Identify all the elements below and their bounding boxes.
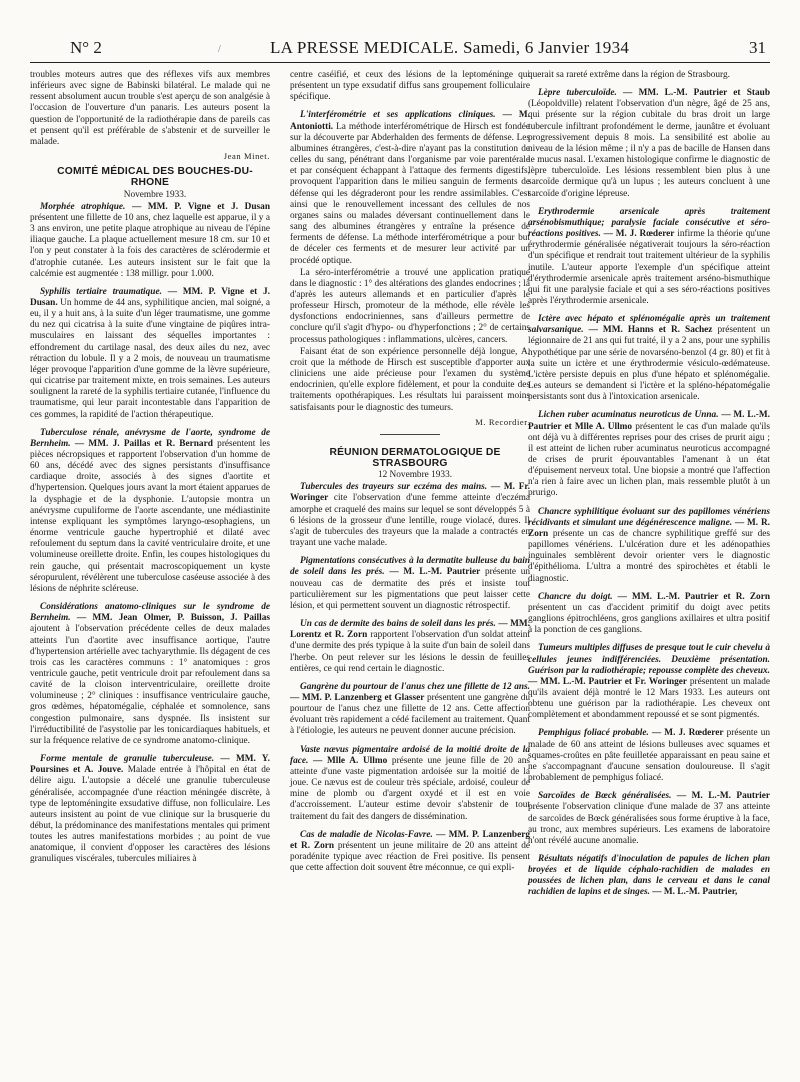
article-text: présentent une gangrène du pourtour de l'anus chez une fillette de 12 ans. Cette affection évoluant très rapidement a cédé facilement au traitement. Quant à l'étiologie, les auteurs ne peuvent donner aucune précision. xyxy=(290,692,530,737)
section-date: 12 Novembre 1933. xyxy=(377,470,453,481)
article xyxy=(528,728,770,784)
article-title: Forme mentale de granulie tuberculeuse. xyxy=(40,754,215,765)
article-authors: — MM. Jean Olmer, P. Buisson, J. Paillas xyxy=(70,613,270,624)
article-text: présentent une fillette de 10 ans, chez laquelle est apparue, il y a 3 ans environ, une petite plaque atrophique au niveau de l'épine iliaque gauche. La plaque actuellement mesure 18 cm. sur 10 et l'on y peut constater à la fois des caractères de sclérodermie et d'atrophie cutanée. Les auteurs insistent sur le fait que la calcémie est augmentée : 138 milligr. pour 1.000. xyxy=(30,212,270,279)
article xyxy=(30,428,270,595)
article-text: présente un cas de chancre syphilitique greffé sur des papillomes vénériens. L'ulcération dure et les adénopathies inguinales semblèrent devoir orienter vers le diagnostic d'épithélioma. L'ultra a montré des spirochètes et établi le diagnostic. xyxy=(528,528,770,584)
article-title: Pemphigus foliacé probable. xyxy=(538,728,649,739)
section-heading: COMITÉ MÉDICAL DES BOUCHES-DU-RHONE xyxy=(57,166,253,189)
article xyxy=(290,745,530,823)
article-title: Ictère avec hépato et splénomégalie après un traitement salvarsanique. xyxy=(528,314,770,336)
article-authors: — M. L.-M. Pautrier xyxy=(671,791,770,802)
article xyxy=(30,602,270,747)
article-signature: Jean Minet. xyxy=(223,151,270,162)
article-title: Vaste nævus pigmentaire ardoisé de la moitié droite de la face. xyxy=(290,744,530,766)
article xyxy=(290,830,530,875)
article-title: Tumeurs multiples diffuses de presque tout le cuir chevelu à cellules jeunes indifférenciées. Deuxième présentation. Guérison par la radiothérapie; repousse complète des cheveux. xyxy=(528,643,770,676)
article-text: ajoutent à l'observation précédente celles de deux malades atteints l'un d'aortite avec insuffisance aortique, l'autre d'hypertension artérielle avec tachyarythmie. Ils dégagent de ces trois cas les caractères communs : 1° anatomiques : gros ventricule gauche, petit ventricule droit par refoulement dans sa cavité de la cloison interventriculaire, oreillette droite volumineuse ; 2° cliniques : insuffisance ventriculaire gauche, gros œdèmes, hépatomégalie, céphalée et somnolence, sans congestion pulmonaire, sans dyspnée. Ils insistent sur l'irréductibilité de l'asystolie par les tonicardiaques habituels, et sur la fréquence relative de ce syndrome anatomo-clinique. xyxy=(30,624,270,746)
article-authors: — Mlle A. Ullmo xyxy=(308,755,388,766)
article-title: Un cas de dermite des bains de soleil dans les prés. xyxy=(300,619,496,630)
article-title: L'interférométrie et ses applications cliniques. xyxy=(300,110,496,121)
article-text: présentent le cas d'un malade qu'ils ont déjà vu à différentes reprises pour des crises de prurit aigu ; il est atteint de lichen ruber acuminatus neuroticus accompagné de crises de prurit épouvantables l'amenant à un état d'épuisement nerveux total. Une biopsie a montré que l'affection n'a rien à faire avec un lichen plan, mais ressemble plutôt à un prurigo. xyxy=(528,421,771,499)
article-title: Cas de maladie de Nicolas-Favre. xyxy=(300,829,433,840)
article-authors: — MM. L.-M. Pautrier et Fr. Woringer xyxy=(528,676,688,687)
article xyxy=(30,287,270,421)
article-title: Résultats négatifs d'inoculation de papules de lichen plan broyées et de liquide céphalo-rachidien de malades en poussées de lichen plan, dans le cerveau et dans le canal rachidien de lapins et de singes. xyxy=(528,854,770,898)
article-text: (Léopoldville) relatent l'observation d'un nègre, âgé de 25 ans, qui présente sur la région cubitale du bras droit un large tubercule infiltrant profondément le derme, jaunâtre et évoluant progressivement depuis 8 mois. La sensibilité est abolie au niveau de la lésion même ; il n'y a pas de bacille de Hansen dans le mucus nasal. L'examen histologique confirme le diagnostic de lèpre tuberculoïde. Les lésions ressemblent bien plus à une sarcoïde dermique qu'à un lupus ; les auteurs concluent à une sarcoïde d'origine lépreuse. xyxy=(528,99,770,199)
article-text: infirme la théorie qu'une érythrodermie généralisée négativerait toujours la séro-réaction d'un spécifique et rendrait tout traitement ultérieur de la syphilis inutile. L'auteur apporte l'exemple d'un spécifique atteint d'érythrodermie arsenicale après traitement arséno-bismuthique qui fit une paralysie faciale et qui a ses séro-réactions positives après l'érythrodermie arsenicale. xyxy=(528,229,770,306)
article-signature: M. Recordier. xyxy=(475,416,530,427)
article-text: Un homme de 44 ans, syphilitique ancien, mal soigné, a eu, il y a huit ans, à la suite d'un léger traumatisme, une gomme du nez qui cicatrisa à la suite d'une vingtaine de piqûres intra-musculaires en laissant des séquelles importantes : effondrement du cartilage nasal, des deux ailes du nez, avec rétraction du lobule. Il y a 2 mois, de nouveau un traumatisme léger provoque l'apparition d'une gomme de la lèvre supérieure, qui cicatrise par traitement mixte, en trois semaines. Les auteurs soulignent la rareté de la syphilis tertiaire cutanée, l'influence du traumatisme, qui leur parait incontestable dans l'apparition de ces gommes, la rapidité de l'action thérapeutique. xyxy=(30,297,270,420)
article-authors: — MM. Y. Poursines et A. Jouve. xyxy=(30,754,270,776)
article-title: Syphilis tertiaire traumatique. xyxy=(40,286,162,297)
article-title: Considérations anatomo-cliniques sur le syndrome de Bernheim. xyxy=(30,602,270,624)
article-authors: — M. J. Rœderer xyxy=(600,229,675,240)
article xyxy=(30,202,270,280)
article-title: Chancre syphilitique évoluant sur des papillomes vénériens récidivants et simulant une dégénérescence maligne. xyxy=(528,506,770,528)
article xyxy=(290,619,530,675)
page-header xyxy=(30,38,770,63)
article-paragraph: Faisant état de son expérience personnelle déjà longue, A. croit que la méthode de Hirsch est susceptible d'apporter aux cliniciens une aide précieuse pour l'examen du système endocrinien, qu'elle explore fidèlement, et pour la conduite des traitements opothérapiques. Les résultats lui paraissent moins satisfaisants pour le diagnostic des tumeurs. xyxy=(290,346,530,413)
article-authors: — M. Antoniotti. xyxy=(290,110,531,132)
article xyxy=(528,643,770,721)
article-authors: — M. J. Rœderer xyxy=(648,728,724,739)
section-divider xyxy=(380,434,440,435)
article xyxy=(528,791,770,847)
article-authors: — MM. P. Lanzenberg et R. Zorn xyxy=(290,829,530,851)
article-authors: — M. L.-M. Pautrier xyxy=(384,567,481,578)
article-continuation: querait sa rareté extrême dans la région de Strasbourg. xyxy=(528,70,730,80)
article xyxy=(528,88,770,200)
article-authors: — MM. P. Lanzenberg et Glasser xyxy=(290,692,425,703)
article xyxy=(528,314,770,403)
header-mark: / xyxy=(218,44,221,55)
article-authors: — M. Fr. Woringer xyxy=(290,482,530,504)
article-title: Erythrodermie arsenicale après traitement arsénobismuthique; paralysie faciale consécutive et séro-réactions positives. xyxy=(528,206,770,240)
issue-number: N° 2 xyxy=(70,38,102,57)
article-title: Lèpre tuberculoïde. xyxy=(538,88,617,99)
column-right xyxy=(528,70,770,900)
section-heading: RÉUNION DERMATOLOGIQUE DE STRASBOURG xyxy=(329,446,501,469)
article-continuation: troubles moteurs autres que des réflexes vifs aux membres inférieurs avec signe de Babinski bilatéral. Le malade qui ne ressent absolument aucun trouble s'est aperçu de son analgésie à l'occasion de l'ouverture d'un panaris. Les auteurs posent la question de l'opportunité de la radiothérapie dans de pareils cas et pensent qu'il est préférable de s'abstenir et de surveiller le malade. xyxy=(30,70,270,147)
article xyxy=(528,207,770,307)
article-paragraph: La séro-interférométrie a trouvé une application pratique dans le diagnostic : 1° des altérations des glandes endocrines ; là d'après les auteurs allemands et en particulier d'après le professeur Hirsch, promoteur de la méthode, elle révèle les dysfonctions endocriniennes, sans d'ailleurs permettre de conclure qu'il s'agit d'hypo- ou d'hyperfonctions ; 2° de certains processus pathologiques : inflammations, ulcères, cancers. xyxy=(290,267,530,345)
article-title: Tubercules des trayeurs sur eczéma des mains. xyxy=(300,482,488,493)
journal-title: LA PRESSE MEDICALE. Samedi, 6 Janvier 1934 xyxy=(270,38,630,57)
article-text: présentent un légionnaire de 21 ans qui fut traité, il y a 2 ans, pour une syphilis hypothétique par une série de novarséno-benzol (4 gr. 80) et fit à la suite un ictère et une érythrodermie vésiculo-œdémateuse. L'ictère persiste depuis en plus d'une hépato et splénomégalie. Les auteurs se demandent si l'ictère et la spléno-hépatomégalie persistants sont dus à l'intoxication arsenicale. xyxy=(528,325,770,403)
article xyxy=(528,592,770,637)
article-title: Pigmentations consécutives à la dermatite bulleuse du bain de soleil dans les prés. xyxy=(290,556,530,578)
article-authors: — M. L.-M. Pautrier et Mlle A. Ullmo xyxy=(528,410,770,432)
article-authors: — MM. Hanns et R. Sachez xyxy=(583,325,713,336)
article-title: Lichen ruber acuminatus neuroticus de Unna. xyxy=(538,410,719,421)
section-date: Novembre 1933. xyxy=(123,189,187,200)
column-middle xyxy=(290,70,530,875)
article-text: présentent un cas d'accident primitif du doigt avec petits ganglions épitrochléens, gros ganglions axillaires et ultra positif à la ponction de ces ganglions. xyxy=(528,602,770,636)
article-authors: — MM. L.-M. Pautrier et R. Zorn xyxy=(612,591,770,602)
page-number: 31 xyxy=(749,38,766,57)
article-authors: — MM. Lorentz et R. Zorn xyxy=(290,619,531,641)
article-text: présente un nouveau cas de dermatite des prés et insiste tout particulièrement sur les pigmentations que peut laisser cette lésion, et qui permettent souvent un diagnostic rétrospectif. xyxy=(290,567,530,611)
article-text: présentent les pièces nécropsiques et rapportent l'observation d'un homme de 60 ans, décédé avec des signes persistants d'insuffisance cardiaque droite, associés à des signes d'aortite et d'hypertension. Quelques jours avant la mort étaient apparues de la dysphagie et de la dysphonie. L'autopsie montra un anévrysme cupuliforme de l'aorte ascendante, une médiastinite intense expliquant les symptômes laryngo-œsophagiens, un énorme ventricule gauche hypertrophié et dilaté avec refoulement du septum dans la cavité ventriculaire droite, et une volumineuse oreillette droite. Enfin, les coupes histologiques du rein gauche, qui présentait macroscopiquement un kyste séropurulent, révélèrent une tuberculose caséeuse associée à des lésions de néphrite scléreuse. xyxy=(30,438,270,594)
article xyxy=(528,854,770,899)
article-text: rapportent l'observation d'un soldat atteint d'une dermite des prés typique à la suite d'un bain de soleil dans l'herbe. On peut relever sur les lésions le dessin de feuilles entières, ce qui rend certain le diagnostic. xyxy=(290,630,530,674)
article-title: Sarcoïdes de Bœck généralisées. xyxy=(538,791,672,802)
article-title: Gangrène du pourtour de l'anus chez une fillette de 12 ans. xyxy=(300,681,530,692)
article-authors: — MM. J. Paillas et R. Bernard xyxy=(70,438,213,449)
article-text: présentent un malade qu'ils avaient déjà montré le 12 Mars 1933. Les auteurs ont obtenu une guérison par la radiothérapie. Les cheveux ont complètement et abondamment repoussé et se sont pigmentés. xyxy=(528,676,770,721)
article-authors: — MM. P. Vigne et J. Dusan. xyxy=(30,286,270,308)
article xyxy=(290,556,530,612)
article-text: présente une jeune fille de 20 ans atteinte d'une vaste pigmentation ardoisée sur la moitié de la joue. Ce nævus est de couleur très spéciale, ardoisé, couleur de mine de plomb ou d'argent oxydé et il est en voie d'accroissement. L'auteur estime devoir s'abstenir de tout traitement du fait des dangers de dissémination. xyxy=(290,755,530,822)
article-text: présente l'observation clinique d'une malade de 37 ans atteinte de sarcoïdes de Bœck généralisées sous forme éruptive à la face, au tronc, aux membres supérieurs. Les examens de laboratoire n'ont révélé aucune anomalie. xyxy=(528,802,770,846)
article-title: Tuberculose rénale, anévrysme de l'aorte, syndrome de Bernheim. xyxy=(30,427,270,449)
article-authors: — MM. P. Vigne et J. Dusan xyxy=(125,201,270,212)
article-title: Morphée atrophique. xyxy=(40,201,126,212)
article-text: présente un malade de 60 ans atteint de lésions bulleuses avec squames et squames-croûtes en pâte feuilletée apparaissant en peau saine et ne s'accompagnant d'aucune sensation douloureuse. Il s'agit probablement de pemphigus foliacé. xyxy=(528,728,770,784)
article-text: cite l'observation d'une femme atteinte d'eczéma amorphe et craquelé des mains sur lequel se sont développés 5 à 6 lésions de la grosseur d'une lentille, rouge violacé, dures. Il s'agit de tubercules des trayeurs que la malade a contractés en trayant une vache malade. xyxy=(290,493,530,549)
article-continuation: centre caséifié, et ceux des lésions de la leptoméninge qui présentent un type exsudatif diffus sans groupement folliculaire spécifique. xyxy=(290,70,530,103)
article xyxy=(290,482,530,549)
article-text: présentent un jeune militaire de 20 ans atteint de poradénite typique avec réaction de Frei positive. Ils pensent que cette affection doit souvent être méconnue, ce qui expli- xyxy=(290,840,530,874)
article xyxy=(528,507,770,585)
article xyxy=(30,754,270,866)
article xyxy=(290,682,530,738)
article-text: Malade entrée à l'hôpital en état de délire aigu. L'autopsie a décelé une granulie tuberculeuse généralisée, accompagnée d'une réaction méningée discrète, à type de leptoméningite exsudative diffuse, non folliculaire. Les auteurs insistent au point de vue clinique sur la brusquerie du début, la prédominance des manifestations mentales qui priment toutes les autres manifestations morbides ; au point de vue anatomique, il convient d'opposer les caractères des lésions granuliques viscérales, tubercules miliaires à xyxy=(30,765,270,865)
article-authors: — M. R. Zorn xyxy=(528,517,770,539)
article-authors: — M. L.-M. Pautrier, xyxy=(649,887,738,898)
article-text: La méthode interférométrique de Hirsch est fondée sur la découverte par Abderhalden des ferments de défense. Les albumines étrangères, c'est-à-dire n'ayant pas la constitution de celles du sang, pénétrant dans l'organisme par voie parentérale et par conséquent échappant à l'attaque des ferments digestifs, provoquent l'apparition dans le milieu sanguin de ferments de défense qui les dégraderont pour les rendre assimilables. C'est ainsi que le renouvellement incessant des cellules de nos organes sains ou malades déversant continuellement dans le sang des albumines étrangères y entraîne la présence de ferments de défense. La méthode interférométrique a pour but de déceler ces ferments et de mesurer leur activité par un procédé optique. xyxy=(290,121,530,266)
article-title: Chancre du doigt. xyxy=(538,591,613,602)
article xyxy=(290,110,530,266)
article-authors: — MM. L.-M. Pautrier et Staub xyxy=(616,88,770,99)
column-left xyxy=(30,70,270,867)
article xyxy=(528,410,770,499)
